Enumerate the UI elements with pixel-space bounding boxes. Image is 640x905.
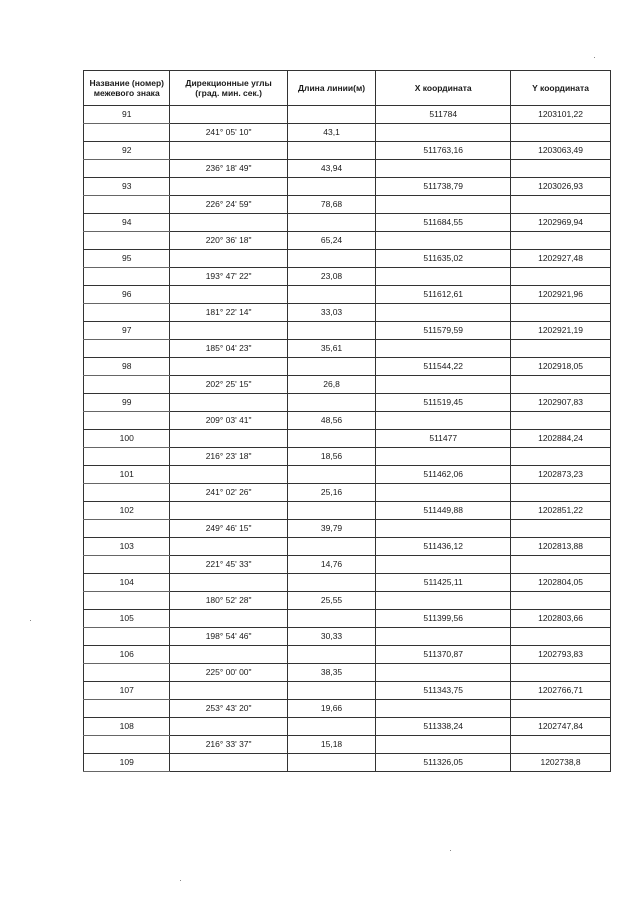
cell-x-coordinate — [376, 700, 511, 718]
cell-y-coordinate: 1202804,05 — [511, 574, 611, 592]
table-row — [84, 538, 611, 556]
table-row — [84, 646, 611, 664]
cell-y-coordinate — [511, 340, 611, 358]
cell-y-coordinate: 1202738,8 — [511, 754, 611, 772]
cell-x-coordinate: 511477 — [376, 430, 511, 448]
table-row — [84, 304, 611, 322]
cell-point-name: 108 — [84, 718, 170, 736]
cell-point-name — [84, 196, 170, 214]
cell-point-name: 96 — [84, 286, 170, 304]
cell-point-name — [84, 520, 170, 538]
header-length: Длина линии(м) — [287, 71, 376, 106]
table-row — [84, 214, 611, 232]
cell-x-coordinate — [376, 268, 511, 286]
cell-y-coordinate — [511, 628, 611, 646]
table-row — [84, 250, 611, 268]
cell-direction-angle: 241° 02' 26" — [170, 484, 287, 502]
cell-direction-angle — [170, 106, 287, 124]
table-row — [84, 628, 611, 646]
cell-point-name — [84, 124, 170, 142]
cell-direction-angle: 181° 22' 14" — [170, 304, 287, 322]
cell-point-name: 99 — [84, 394, 170, 412]
cell-x-coordinate: 511635,02 — [376, 250, 511, 268]
cell-y-coordinate — [511, 232, 611, 250]
table-row — [84, 574, 611, 592]
cell-line-length: 25,16 — [287, 484, 376, 502]
cell-y-coordinate: 1202921,19 — [511, 322, 611, 340]
cell-direction-angle — [170, 718, 287, 736]
cell-point-name — [84, 556, 170, 574]
cell-y-coordinate — [511, 448, 611, 466]
cell-x-coordinate — [376, 628, 511, 646]
table-body — [84, 106, 611, 772]
cell-line-length — [287, 106, 376, 124]
cell-y-coordinate — [511, 304, 611, 322]
table-row — [84, 448, 611, 466]
table-row — [84, 412, 611, 430]
cell-line-length: 33,03 — [287, 304, 376, 322]
table-row — [84, 664, 611, 682]
cell-direction-angle: 220° 36' 18" — [170, 232, 287, 250]
cell-line-length: 78,68 — [287, 196, 376, 214]
table-row — [84, 466, 611, 484]
cell-x-coordinate: 511684,55 — [376, 214, 511, 232]
cell-x-coordinate: 511326,05 — [376, 754, 511, 772]
cell-direction-angle — [170, 142, 287, 160]
cell-point-name — [84, 304, 170, 322]
cell-y-coordinate: 1202873,23 — [511, 466, 611, 484]
cell-x-coordinate: 511784 — [376, 106, 511, 124]
cell-line-length: 15,18 — [287, 736, 376, 754]
cell-y-coordinate — [511, 736, 611, 754]
cell-line-length: 26,8 — [287, 376, 376, 394]
header-angle: Дирекционные углы (град. мин. сек.) — [170, 71, 287, 106]
cell-y-coordinate: 1202851,22 — [511, 502, 611, 520]
table-row — [84, 718, 611, 736]
cell-point-name: 106 — [84, 646, 170, 664]
cell-x-coordinate — [376, 376, 511, 394]
cell-direction-angle: 249° 46' 15" — [170, 520, 287, 538]
header-x: X координата — [376, 71, 511, 106]
table-row — [84, 376, 611, 394]
cell-x-coordinate — [376, 304, 511, 322]
cell-y-coordinate: 1203063,49 — [511, 142, 611, 160]
table-row — [84, 322, 611, 340]
cell-line-length — [287, 538, 376, 556]
cell-direction-angle — [170, 502, 287, 520]
cell-point-name: 92 — [84, 142, 170, 160]
cell-line-length — [287, 574, 376, 592]
cell-direction-angle — [170, 286, 287, 304]
cell-direction-angle — [170, 682, 287, 700]
table-row — [84, 394, 611, 412]
cell-direction-angle — [170, 754, 287, 772]
table-row — [84, 124, 611, 142]
cell-line-length: 39,79 — [287, 520, 376, 538]
cell-point-name — [84, 412, 170, 430]
cell-point-name — [84, 592, 170, 610]
table-row — [84, 196, 611, 214]
cell-direction-angle: 236° 18' 49" — [170, 160, 287, 178]
table-row — [84, 340, 611, 358]
cell-line-length: 38,35 — [287, 664, 376, 682]
cell-direction-angle — [170, 394, 287, 412]
cell-x-coordinate: 511425,11 — [376, 574, 511, 592]
cell-x-coordinate — [376, 196, 511, 214]
cell-x-coordinate: 511462,06 — [376, 466, 511, 484]
table-row — [84, 592, 611, 610]
cell-x-coordinate — [376, 124, 511, 142]
cell-line-length: 43,94 — [287, 160, 376, 178]
table-header-row — [84, 71, 611, 106]
cell-direction-angle: 253° 43' 20" — [170, 700, 287, 718]
cell-point-name: 103 — [84, 538, 170, 556]
cell-line-length: 23,08 — [287, 268, 376, 286]
cell-x-coordinate — [376, 160, 511, 178]
table-row — [84, 286, 611, 304]
cell-y-coordinate — [511, 556, 611, 574]
cell-direction-angle: 221° 45' 33" — [170, 556, 287, 574]
coordinates-table — [83, 70, 611, 772]
cell-y-coordinate — [511, 520, 611, 538]
cell-x-coordinate — [376, 448, 511, 466]
cell-line-length — [287, 286, 376, 304]
cell-line-length: 25,55 — [287, 592, 376, 610]
cell-x-coordinate: 511370,87 — [376, 646, 511, 664]
cell-line-length: 30,33 — [287, 628, 376, 646]
cell-x-coordinate: 511343,75 — [376, 682, 511, 700]
cell-point-name: 109 — [84, 754, 170, 772]
cell-line-length — [287, 682, 376, 700]
cell-y-coordinate — [511, 124, 611, 142]
cell-direction-angle: 216° 23' 18" — [170, 448, 287, 466]
cell-direction-angle: 198° 54' 46" — [170, 628, 287, 646]
table-row — [84, 268, 611, 286]
cell-line-length — [287, 178, 376, 196]
cell-direction-angle — [170, 430, 287, 448]
cell-y-coordinate — [511, 592, 611, 610]
cell-x-coordinate — [376, 412, 511, 430]
cell-y-coordinate: 1202907,83 — [511, 394, 611, 412]
header-y: Y координата — [511, 71, 611, 106]
cell-y-coordinate: 1202813,88 — [511, 538, 611, 556]
cell-direction-angle: 185° 04' 23" — [170, 340, 287, 358]
cell-line-length — [287, 466, 376, 484]
cell-direction-angle — [170, 178, 287, 196]
cell-line-length — [287, 754, 376, 772]
cell-line-length: 48,56 — [287, 412, 376, 430]
table-row — [84, 160, 611, 178]
cell-x-coordinate — [376, 664, 511, 682]
cell-direction-angle: 216° 33' 37" — [170, 736, 287, 754]
cell-y-coordinate — [511, 412, 611, 430]
cell-x-coordinate: 511399,56 — [376, 610, 511, 628]
cell-line-length — [287, 358, 376, 376]
cell-direction-angle — [170, 322, 287, 340]
cell-y-coordinate — [511, 160, 611, 178]
cell-direction-angle: 193° 47' 22" — [170, 268, 287, 286]
cell-point-name — [84, 700, 170, 718]
cell-direction-angle: 209° 03' 41" — [170, 412, 287, 430]
cell-y-coordinate — [511, 376, 611, 394]
cell-direction-angle — [170, 466, 287, 484]
cell-line-length — [287, 394, 376, 412]
cell-x-coordinate: 511436,12 — [376, 538, 511, 556]
table-row — [84, 142, 611, 160]
cell-line-length — [287, 250, 376, 268]
cell-direction-angle: 226° 24' 59" — [170, 196, 287, 214]
cell-point-name: 95 — [84, 250, 170, 268]
cell-direction-angle — [170, 538, 287, 556]
table-row — [84, 556, 611, 574]
cell-y-coordinate: 1202969,94 — [511, 214, 611, 232]
cell-direction-angle — [170, 646, 287, 664]
cell-x-coordinate — [376, 556, 511, 574]
cell-line-length — [287, 718, 376, 736]
cell-direction-angle — [170, 610, 287, 628]
scan-speck — [450, 850, 451, 851]
scan-speck — [30, 620, 31, 621]
table-row — [84, 106, 611, 124]
cell-y-coordinate — [511, 700, 611, 718]
cell-point-name: 94 — [84, 214, 170, 232]
cell-line-length — [287, 214, 376, 232]
cell-line-length — [287, 646, 376, 664]
cell-x-coordinate — [376, 520, 511, 538]
cell-point-name — [84, 484, 170, 502]
cell-point-name: 101 — [84, 466, 170, 484]
cell-direction-angle — [170, 358, 287, 376]
cell-direction-angle: 202° 25' 15" — [170, 376, 287, 394]
cell-y-coordinate: 1203026,93 — [511, 178, 611, 196]
scan-speck — [180, 880, 181, 881]
table-row — [84, 754, 611, 772]
cell-direction-angle — [170, 214, 287, 232]
cell-y-coordinate — [511, 664, 611, 682]
table-row — [84, 178, 611, 196]
cell-point-name — [84, 160, 170, 178]
cell-x-coordinate: 511519,45 — [376, 394, 511, 412]
cell-y-coordinate — [511, 484, 611, 502]
cell-y-coordinate — [511, 268, 611, 286]
cell-direction-angle: 241° 05' 10" — [170, 124, 287, 142]
table-row — [84, 358, 611, 376]
cell-y-coordinate: 1203101,22 — [511, 106, 611, 124]
cell-point-name: 97 — [84, 322, 170, 340]
cell-point-name — [84, 736, 170, 754]
cell-y-coordinate: 1202747,84 — [511, 718, 611, 736]
cell-line-length — [287, 430, 376, 448]
table-row — [84, 502, 611, 520]
cell-y-coordinate — [511, 196, 611, 214]
cell-x-coordinate — [376, 484, 511, 502]
cell-y-coordinate: 1202921,96 — [511, 286, 611, 304]
cell-line-length: 43,1 — [287, 124, 376, 142]
cell-point-name — [84, 232, 170, 250]
cell-line-length — [287, 142, 376, 160]
cell-point-name: 104 — [84, 574, 170, 592]
cell-line-length: 19,66 — [287, 700, 376, 718]
cell-point-name: 107 — [84, 682, 170, 700]
cell-point-name — [84, 268, 170, 286]
cell-y-coordinate: 1202766,71 — [511, 682, 611, 700]
table-row — [84, 484, 611, 502]
cell-point-name: 91 — [84, 106, 170, 124]
table-row — [84, 610, 611, 628]
cell-direction-angle — [170, 250, 287, 268]
cell-x-coordinate — [376, 232, 511, 250]
cell-x-coordinate — [376, 736, 511, 754]
cell-y-coordinate: 1202803,66 — [511, 610, 611, 628]
cell-y-coordinate: 1202918,05 — [511, 358, 611, 376]
cell-x-coordinate: 511449,88 — [376, 502, 511, 520]
table-row — [84, 232, 611, 250]
cell-x-coordinate: 511763,16 — [376, 142, 511, 160]
table-row — [84, 520, 611, 538]
cell-y-coordinate: 1202927,48 — [511, 250, 611, 268]
cell-x-coordinate — [376, 592, 511, 610]
cell-line-length — [287, 322, 376, 340]
cell-x-coordinate: 511612,61 — [376, 286, 511, 304]
cell-point-name: 102 — [84, 502, 170, 520]
cell-line-length: 65,24 — [287, 232, 376, 250]
cell-y-coordinate: 1202793,83 — [511, 646, 611, 664]
table-row — [84, 700, 611, 718]
cell-point-name: 100 — [84, 430, 170, 448]
cell-direction-angle: 180° 52' 28" — [170, 592, 287, 610]
cell-point-name — [84, 340, 170, 358]
cell-line-length: 18,56 — [287, 448, 376, 466]
cell-x-coordinate: 511544,22 — [376, 358, 511, 376]
cell-y-coordinate: 1202884,24 — [511, 430, 611, 448]
cell-line-length: 14,76 — [287, 556, 376, 574]
cell-line-length — [287, 610, 376, 628]
scan-speck — [594, 57, 595, 58]
cell-point-name: 93 — [84, 178, 170, 196]
cell-x-coordinate: 511579,59 — [376, 322, 511, 340]
cell-x-coordinate — [376, 340, 511, 358]
table-row — [84, 430, 611, 448]
cell-point-name: 105 — [84, 610, 170, 628]
header-name: Название (номер) межевого знака — [84, 71, 170, 106]
cell-point-name — [84, 448, 170, 466]
table-row — [84, 682, 611, 700]
cell-line-length: 35,61 — [287, 340, 376, 358]
cell-direction-angle — [170, 574, 287, 592]
cell-point-name — [84, 664, 170, 682]
table-row — [84, 736, 611, 754]
cell-point-name — [84, 628, 170, 646]
cell-direction-angle: 225° 00' 00" — [170, 664, 287, 682]
cell-point-name — [84, 376, 170, 394]
cell-point-name: 98 — [84, 358, 170, 376]
cell-line-length — [287, 502, 376, 520]
cell-x-coordinate: 511338,24 — [376, 718, 511, 736]
cell-x-coordinate: 511738,79 — [376, 178, 511, 196]
